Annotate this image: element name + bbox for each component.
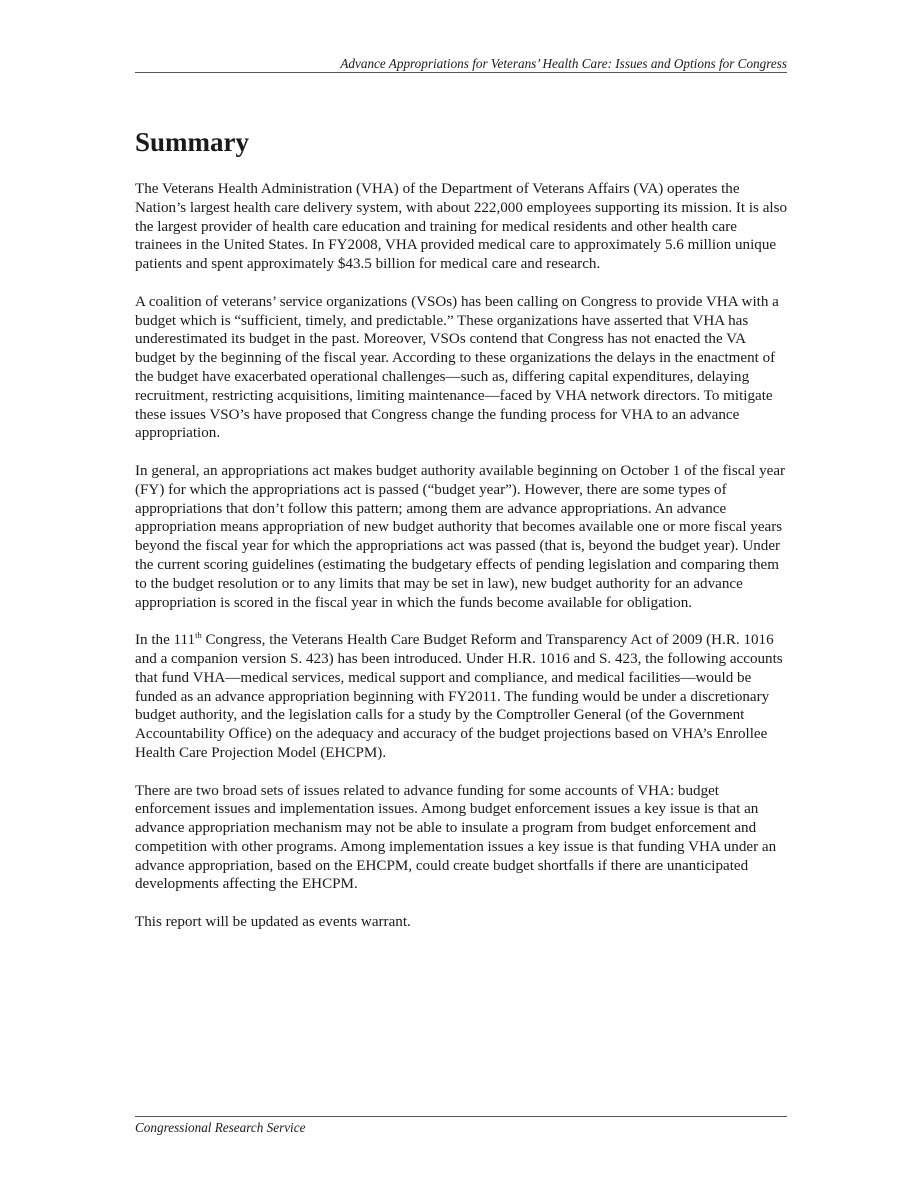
header-rule <box>135 72 787 73</box>
paragraph-111th-congress <box>135 631 787 763</box>
running-header: Advance Appropriations for Veterans’ Health Care: Issues and Options for Congress <box>340 56 787 71</box>
summary-section <box>135 124 787 951</box>
paragraph-rest: Congress, the Veterans Health Care Budget Reform and Transparency Act of 2009 (H.R. 1016 and a companion version S. 423) has been introduced. Under H.R. 1016 and S. 423, the following accounts that fund VHA—medical services, medical support and compliance, and medical facilities—would be funded as an advance appropriation beginning with FY2011. The funding would be under a discretionary budget authority, and the legislation calls for a study by the Comptroller General (of the Government Accountability Office) on the adequacy and accuracy of the budget projections based on VHA’s Enrollee Health Care Projection Model (EHCPM). <box>135 632 783 761</box>
page-title: Summary <box>135 127 249 157</box>
paragraph-lead: In the 111 <box>135 632 196 649</box>
paragraph-update-note: This report will be updated as events warrant. <box>135 914 411 931</box>
paragraph-issues: There are two broad sets of issues related to advance funding for some accounts of VHA: budget enforcement issues and implementation issues. Among budget enforcement issues a key issue is that an advance appropriation mechanism may not be able to insulate a program from budget enforcement and competition with other programs. Among implementation issues a key issue is that funding VHA under an advance appropriation, based on the EHCPM, could create budget shortfalls if there are unanticipated developments affecting the EHCPM. <box>135 782 777 893</box>
footer-rule <box>135 1116 787 1117</box>
paragraph-vha-overview: The Veterans Health Administration (VHA) of the Department of Veterans Affairs (VA) operates the Nation’s largest health care delivery system, with about 222,000 employees supporting its mission. It is also the largest provider of health care education and training for medical residents and other health care trainees in the United States. In FY2008, VHA provided medical care to approximately 5.6 million unique patients and spent approximately $43.5 billion for medical care and research. <box>135 181 788 273</box>
paragraph-vso-coalition: A coalition of veterans’ service organizations (VSOs) has been calling on Congress to provide VHA with a budget which is “sufficient, timely, and predictable.” These organizations have asserted that VHA has underestimated its budget in the past. Moreover, VSOs contend that Congress has not enacted the VA budget by the beginning of the fiscal year. According to these organizations the delays in the enactment of the budget have exacerbated operational challenges—such as, differing capital expenditures, delaying recruitment, restricting acquisitions, limiting maintenance—faced by VHA network directors. To mitigate these issues VSO’s have proposed that Congress change the funding process for VHA to an advance appropriation. <box>135 293 779 442</box>
running-footer: Congressional Research Service <box>135 1120 306 1135</box>
ordinal-superscript: th <box>195 630 202 641</box>
paragraph-appropriations-general: In general, an appropriations act makes budget authority available beginning on October 1 of the fiscal year (FY) for which the appropriations act is passed (“budget year”). However, there are some types of appropriations that don’t follow this pattern; among them are advance appropriations. An advance appropriation means appropriation of new budget authority that becomes available one or more fiscal years beyond the fiscal year for which the appropriations act was passed (that is, beyond the budget year). Under the current scoring guidelines (estimating the budgetary effects of pending legislation and comparing them to the budget resolution or to any limits that may be set in law), new budget authority for an advance appropriation is scored in the fiscal year in which the funds become available for obligation. <box>135 462 786 611</box>
